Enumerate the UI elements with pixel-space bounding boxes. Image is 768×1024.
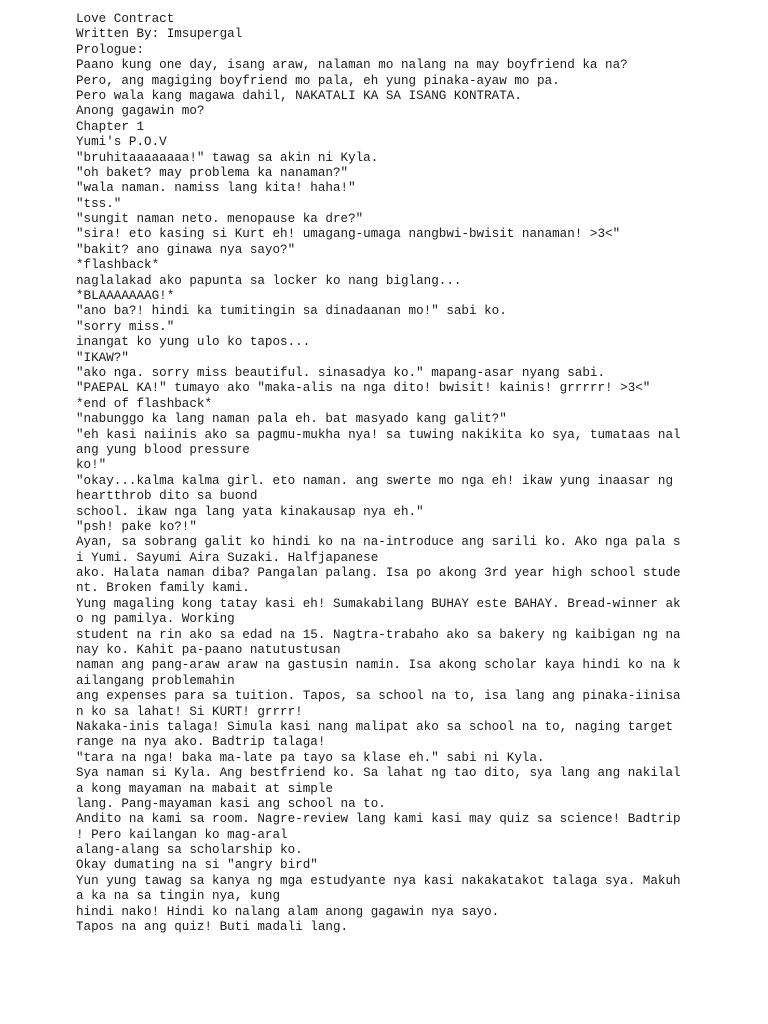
- text-line: Tapos na ang quiz! Buti madali lang.: [76, 920, 349, 935]
- text-line: Pero wala kang magawa dahil, NAKATALI KA SA ISANG KONTRATA.: [76, 88, 522, 103]
- text-line: nay ko. Kahit pa-paano natutustusan: [76, 643, 341, 658]
- section-heading: Prologue:: [76, 42, 145, 57]
- text-line: Nakaka-inis talaga! Simula kasi nang malipat ako sa school na to, naging target: [76, 719, 674, 734]
- text-line: naglalakad ako papunta sa locker ko nang biglang...: [76, 273, 462, 288]
- document-page: [76, 12, 696, 935]
- text-line: "bruhitaaaaaaaa!" tawag sa akin ni Kyla.: [76, 150, 379, 165]
- text-line: "okay...kalma kalma girl. eto naman. ang swerte mo nga eh! ikaw yung inaasar ng: [76, 473, 674, 488]
- text-line: *BLAAAAAAAG!*: [76, 289, 175, 304]
- text-line: Sya naman si Kyla. Ang bestfriend ko. Sa lahat ng tao dito, sya lang ang nakilal: [76, 766, 681, 781]
- text-line: a kong mayaman na mabait at simple: [76, 781, 333, 796]
- text-line: *flashback*: [76, 258, 160, 273]
- text-line: i Yumi. Sayumi Aira Suzaki. Halfjapanese: [76, 550, 379, 565]
- author-line: Written By: Imsupergal: [76, 27, 243, 42]
- text-line: student na rin ako sa edad na 15. Nagtra-trabaho ako sa bakery ng kaibigan ng na: [76, 627, 681, 642]
- text-line: "sungit naman neto. menopause ka dre?": [76, 212, 364, 227]
- text-line: ang expenses para sa tuition. Tapos, sa school na to, isa lang ang pinaka-iinisa: [76, 689, 681, 704]
- text-line: o ng pamilya. Working: [76, 612, 235, 627]
- text-line: ! Pero kailangan ko mag-aral: [76, 827, 288, 842]
- text-line: alang-alang sa scholarship ko.: [76, 843, 303, 858]
- text-line: inangat ko yung ulo ko tapos...: [76, 335, 311, 350]
- text-line: "wala naman. namiss lang kita! haha!": [76, 181, 356, 196]
- text-line: "ano ba?! hindi ka tumitingin sa dinadaanan mo!" sabi ko.: [76, 304, 507, 319]
- text-line: "bakit? ano ginawa nya sayo?": [76, 242, 296, 257]
- text-line: heartthrob dito sa buond: [76, 489, 258, 504]
- text-line: hindi nako! Hindi ko nalang alam anong gagawin nya sayo.: [76, 904, 500, 919]
- text-line: ailangang problemahin: [76, 673, 235, 688]
- text-line: a ka na sa tingin nya, kung: [76, 889, 281, 904]
- text-line: lang. Pang-mayaman kasi ang school na to.: [76, 796, 386, 811]
- text-line: ko!": [76, 458, 107, 473]
- text-line: Yun yung tawag sa kanya ng mga estudyante nya kasi nakakatakot talaga sya. Makuh: [76, 873, 681, 888]
- text-line: ang yung blood pressure: [76, 442, 250, 457]
- text-line: "nabunggo ka lang naman pala eh. bat masyado kang galit?": [76, 412, 507, 427]
- text-line: naman ang pang-araw araw na gastusin namin. Isa akong scholar kaya hindi ko na k: [76, 658, 681, 673]
- text-line: Andito na kami sa room. Nagre-review lang kami kasi may quiz sa science! Badtrip: [76, 812, 681, 827]
- text-line: Anong gagawin mo?: [76, 104, 205, 119]
- text-line: Okay dumating na si "angry bird": [76, 858, 318, 873]
- text-line: Yung magaling kong tatay kasi eh! Sumakabilang BUHAY este BAHAY. Bread-winner ak: [76, 596, 681, 611]
- text-line: Paano kung one day, isang araw, nalaman mo nalang na may boyfriend ka na?: [76, 58, 628, 73]
- document-title: Love Contract: [76, 12, 175, 26]
- text-line: "sira! eto kasing si Kurt eh! umagang-umaga nangbwi-bwisit nanaman! >3<": [76, 227, 621, 242]
- chapter-heading: Chapter 1: [76, 119, 145, 134]
- text-line: "ako nga. sorry miss beautiful. sinasadya ko." mapang-asar nyang sabi.: [76, 365, 606, 380]
- text-line: n ko sa lahat! Si KURT! grrrr!: [76, 704, 303, 719]
- text-line: "psh! pake ko?!": [76, 519, 197, 534]
- text-line: "sorry miss.": [76, 319, 175, 334]
- text-line: "eh kasi naiinis ako sa pagmu-mukha nya! sa tuwing nakikita ko sya, tumataas nal: [76, 427, 681, 442]
- text-line: "tss.": [76, 196, 122, 211]
- text-line: "IKAW?": [76, 350, 129, 365]
- text-line: ako. Halata naman diba? Pangalan palang. Isa po akong 3rd year high school stude: [76, 566, 681, 581]
- text-line: range na nya ako. Badtrip talaga!: [76, 735, 326, 750]
- text-line: school. ikaw nga lang yata kinakausap nya eh.": [76, 504, 424, 519]
- text-line: nt. Broken family kami.: [76, 581, 250, 596]
- text-line: "tara na nga! baka ma-late pa tayo sa klase eh." sabi ni Kyla.: [76, 750, 545, 765]
- text-line: Ayan, sa sobrang galit ko hindi ko na na-introduce ang sarili ko. Ako nga pala s: [76, 535, 681, 550]
- text-line: Pero, ang magiging boyfriend mo pala, eh yung pinaka-ayaw mo pa.: [76, 73, 560, 88]
- text-line: *end of flashback*: [76, 396, 213, 411]
- pov-heading: Yumi's P.O.V: [76, 135, 167, 150]
- text-line: "oh baket? may problema ka nanaman?": [76, 165, 349, 180]
- text-line: "PAEPAL KA!" tumayo ako "maka-alis na nga dito! bwisit! kainis! grrrrr! >3<": [76, 381, 651, 396]
